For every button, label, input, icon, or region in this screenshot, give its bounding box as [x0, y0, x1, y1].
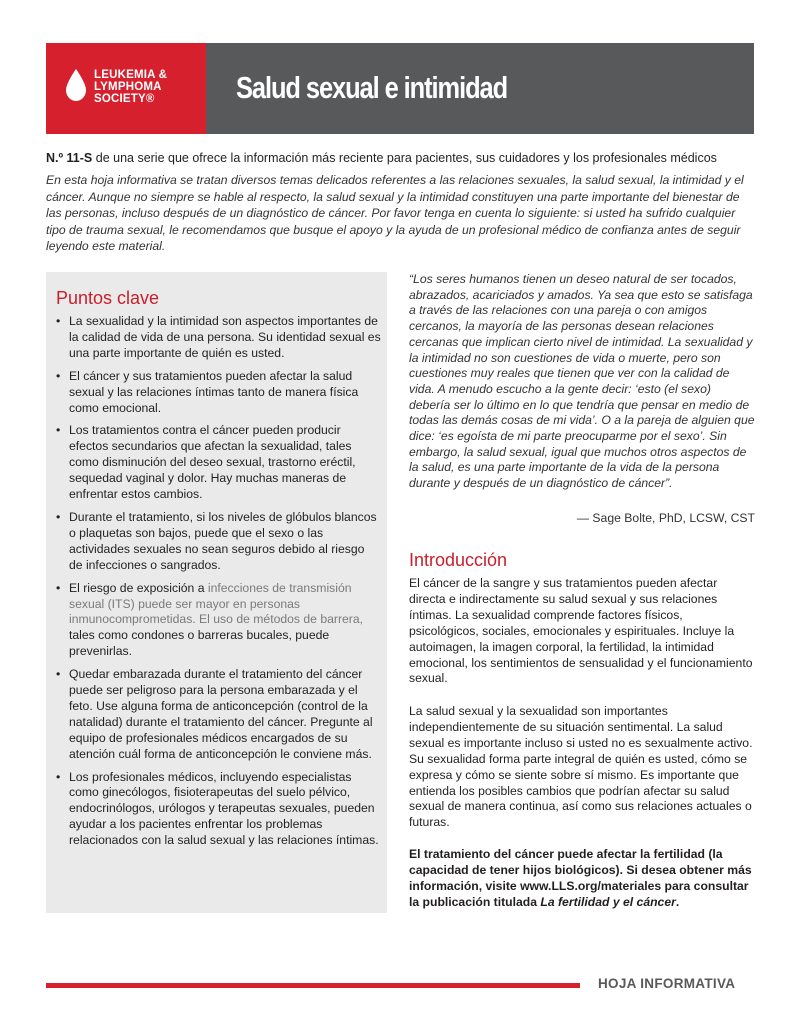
logo-line: LEUKEMIA &	[94, 69, 168, 81]
page-title: Salud sexual e intimidad	[236, 70, 508, 105]
quote-attribution: — Sage Bolte, PhD, LCSW, CST	[576, 511, 755, 525]
list-item: • La sexualidad y la intimidad son aspectos importantes de la calidad de vida de una persona. Su identidad sexual es una parte importante de quién es usted.	[56, 314, 381, 362]
list-item	[56, 581, 381, 661]
key-points-heading: Puntos clave	[56, 288, 160, 308]
sti-link[interactable]: infecciones de transmisión sexual (ITS) puede ser mayor en personas inmunocomprometidas. El uso de métodos de barrera,	[69, 580, 364, 627]
pull-quote: “Los seres humanos tienen un deseo natural de ser tocados, abrazados, acariciados y amados. Ya sea que esto se satisfaga a través de las relaciones con una pareja o con amigos cercanos, la mayoría de las personas desean relaciones cercanas que implican cierto nivel de intimidad. La sexualidad y la intimidad no son cuestiones de vida o muerte, pero son cuestiones muy reales que tienen que ver con la calidad de vida. A menudo escucho a la gente decir: ‘esto (el sexo) debería ser lo último en lo que tendría que pensar en medio de todas las demás cosas de mi vida’. O a la pareja de alguien que dice: ‘es egoísta de mi parte preocuparme por el sexo’. Sin embargo, la salud sexual, igual que muchos otros aspectos de la salud, es una parte importante de la vida de la persona durante y después de un diagnóstico de cáncer”.	[409, 272, 755, 491]
list-item: • Quedar embarazada durante el tratamiento del cáncer puede ser peligroso para la persona embarazada y el feto. Use alguna forma de anticoncepción (control de la natalidad) durante el tratamiento del cáncer. Pregunte al equipo de profesionales médicos encargados de su atención cuál forma de anticoncepción le conviene más.	[56, 667, 381, 762]
intro-disclaimer: En esta hoja informativa se tratan diversos temas delicados referentes a las relaciones sexuales, la salud sexual, la intimidad y el cáncer. Aunque no siempre se hable al respecto, la salud sexual y la intimidad constituyen una parte importante del bienestar de las personas, incluso después de un diagnóstico de cáncer. Por favor tenga en cuenta lo siguiente: si usted ha sufrido cualquier tipo de trauma sexual, le recomendamos que busque el apoyo y la ayuda de un profesional médico de confianza antes de seguir leyendo este material.	[46, 173, 744, 253]
key-points-list	[56, 314, 381, 856]
item-text: El riesgo de exposición a	[69, 580, 208, 595]
list-item: • Los tratamientos contra el cáncer pueden producir efectos secundarios que afectan la sexualidad, tales como disminución del deseo sexual, trastorno eréctil, sequedad vaginal y dolor. Hay muchas maneras de enfrentar estos cambios.	[56, 423, 381, 503]
logo-text	[94, 69, 167, 105]
list-item: • El cáncer y sus tratamientos pueden afectar la salud sexual y las relaciones íntimas tanto de manera física como emocional.	[56, 369, 381, 417]
list-item: • Los profesionales médicos, incluyendo especialistas como ginecólogos, fisioterapeutas del suelo pélvico, endocrinólogos, urólogos y terapeutas sexuales, pueden ayudar a los pacientes enfrentar los problemas relacionados con la salud sexual y las relaciones íntimas.	[56, 770, 381, 850]
introduction-paragraph: La salud sexual y la sexualidad son importantes independientemente de su situación sentimental. La salud sexual es importante incluso si usted no es sexualmente activo. Su sexualidad forma parte integral de quién es usted, cómo se expresa y cómo se siente sobre sí mismo. Es importante que entienda los posibles cambios que podrían afectar su salud sexual de manera continua, así como sus relaciones actuales o futuras.	[409, 704, 753, 830]
list-item: • Durante el tratamiento, si los niveles de glóbulos blancos o plaquetas son bajos, puede que el sexo o las actividades sexuales no sean seguros debido al riesgo de infecciones o sangrados.	[56, 510, 381, 574]
fertility-note-end: .	[675, 894, 680, 909]
logo-line: LYMPHOMA	[94, 81, 162, 93]
item-text: tales como condones o barreras bucales, puede prevenirlas.	[69, 628, 330, 659]
logo-line: SOCIETY®	[94, 93, 155, 105]
series-line	[46, 151, 758, 165]
introduction-paragraph: El cáncer de la sangre y sus tratamientos pueden afectar directa e indirectamente su salud sexual y sus relaciones íntimas. La sexualidad comprende factores físicos, psicológicos, sociales, emocionales y espirituales. Incluye la autoimagen, la imagen corporal, la fertilidad, la intimidad emocional, los sentimientos de sensualidad y el funcionamiento sexual.	[409, 576, 753, 686]
blood-drop-icon	[66, 69, 86, 101]
fertility-note	[409, 847, 755, 911]
footer-label: HOJA INFORMATIVA	[598, 976, 736, 991]
lls-logo	[46, 43, 206, 134]
footer-bar	[46, 983, 580, 988]
series-text: de una serie que ofrece la información más reciente para pacientes, sus cuidadores y los profesionales médicos	[92, 151, 717, 165]
publication-title: La fertilidad y el cáncer	[540, 894, 676, 909]
series-number: N.º 11-S	[46, 151, 93, 165]
header-banner	[46, 43, 754, 134]
introduction-heading: Introducción	[409, 550, 508, 570]
title-block	[206, 43, 754, 134]
key-points-box	[46, 272, 387, 913]
fertility-note-text: El tratamiento del cáncer puede afectar la fertilidad (la capacidad de tener hijos biológicos). Si desea obtener más información, visite www.LLS.org/materiales para consultar la publicación titulada	[409, 847, 752, 909]
